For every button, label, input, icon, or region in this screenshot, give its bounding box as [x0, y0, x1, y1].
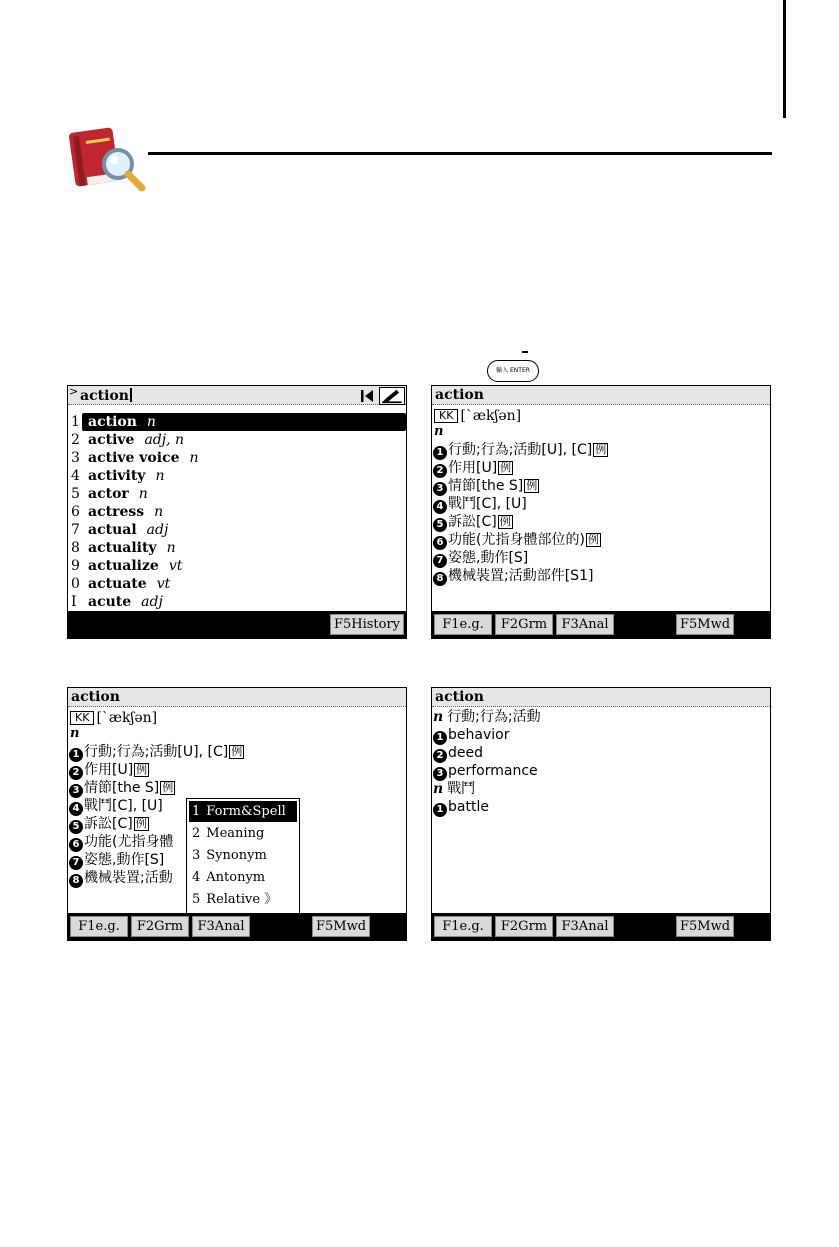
- word-entry: [88, 503, 163, 521]
- synonym-item[interactable]: [432, 762, 771, 780]
- sense-number-icon: 8: [433, 572, 447, 586]
- sense-number-icon: 5: [69, 820, 83, 834]
- item-number: I: [71, 594, 77, 610]
- menu-item-label: Synonym: [206, 848, 267, 863]
- mwd-button[interactable]: F5Mwd: [676, 916, 734, 937]
- sense-text: 戰鬥[C], [U]: [448, 496, 527, 512]
- screen-entry: [431, 385, 771, 639]
- grammar-button[interactable]: F2Grm: [495, 614, 553, 635]
- sense-text: 作用[U]: [448, 460, 498, 476]
- item-number: 9: [71, 558, 80, 574]
- sense-item[interactable]: [432, 477, 771, 495]
- part-of-speech: n: [154, 504, 164, 520]
- item-number: 1: [71, 414, 80, 430]
- sense-text: 訴訟[C]: [84, 816, 133, 832]
- part-of-speech: n: [166, 540, 176, 556]
- part-of-speech: n: [434, 424, 444, 439]
- word-entry: [88, 449, 199, 467]
- text-cursor: [130, 388, 132, 402]
- synonym-word: behavior: [448, 727, 510, 743]
- synonym-word: deed: [448, 745, 483, 761]
- menu-item-5[interactable]: [189, 889, 297, 910]
- sense-item[interactable]: [68, 743, 407, 761]
- menu-item-label: Antonym: [206, 870, 266, 885]
- sense-text: 機械裝置;活動部件[S1]: [448, 568, 594, 584]
- word-list-item[interactable]: [68, 557, 407, 575]
- sense-item[interactable]: [432, 531, 771, 549]
- sense-text: 作用[U]: [84, 762, 134, 778]
- part-of-speech: adj: [146, 522, 169, 538]
- menu-item-number: 1: [192, 804, 201, 819]
- sense-text: 機械裝置;活動: [84, 870, 173, 886]
- menu-item-number: 4: [192, 870, 201, 885]
- function-bar: [432, 611, 771, 638]
- synonym-word: performance: [448, 763, 538, 779]
- mwd-button[interactable]: F5Mwd: [312, 916, 370, 937]
- kk-label[interactable]: KK: [434, 409, 458, 423]
- item-number: 5: [71, 486, 80, 502]
- word-text: actor: [88, 486, 129, 502]
- word-text: active: [88, 432, 135, 448]
- example-button[interactable]: F1e.g.: [434, 916, 492, 937]
- menu-item-number: 2: [192, 826, 201, 841]
- example-icon[interactable]: 例: [499, 515, 511, 528]
- item-number: 7: [71, 522, 80, 538]
- menu-item-label: Meaning: [206, 826, 265, 841]
- sense-item[interactable]: [432, 495, 771, 513]
- word-list-item[interactable]: [68, 449, 407, 467]
- example-icon[interactable]: 例: [500, 461, 512, 474]
- word-entry: [88, 431, 184, 449]
- example-button[interactable]: F1e.g.: [70, 916, 128, 937]
- word-list-item[interactable]: [68, 485, 407, 503]
- sense-number-icon: 2: [433, 464, 447, 478]
- part-of-speech: vt: [168, 558, 183, 574]
- mwd-button[interactable]: F5Mwd: [676, 614, 734, 635]
- word-text: actualize: [88, 558, 159, 574]
- sense-item[interactable]: [432, 513, 771, 531]
- sense-text: 情節[the S]: [84, 780, 160, 796]
- screen-entry-menu: [67, 687, 407, 941]
- example-icon[interactable]: 例: [135, 817, 147, 830]
- sense-text: 戰鬥[C], [U]: [84, 798, 163, 814]
- phonetic: [ˋækʃən]: [96, 710, 158, 726]
- sense-item[interactable]: [432, 549, 771, 567]
- example-icon[interactable]: 例: [587, 533, 599, 546]
- search-bar[interactable]: [68, 386, 406, 405]
- item-number: 3: [71, 450, 80, 466]
- part-of-speech: adj: [141, 594, 163, 610]
- menu-item-1[interactable]: [189, 801, 297, 822]
- menu-item-number: 5: [192, 892, 201, 907]
- word-text: active voice: [88, 450, 180, 466]
- skip-to-first-icon[interactable]: [360, 389, 374, 403]
- sense-number-icon: 1: [433, 446, 447, 460]
- word-entry: [88, 575, 170, 593]
- part-of-speech: n: [433, 709, 444, 725]
- sense-number-icon: 3: [433, 482, 447, 496]
- grammar-button[interactable]: F2Grm: [495, 916, 553, 937]
- sense-number-icon: 2: [433, 749, 447, 763]
- part-of-speech: n: [70, 726, 80, 741]
- word-entry: [88, 539, 176, 557]
- analysis-button[interactable]: F3Anal: [556, 614, 614, 635]
- example-button[interactable]: F1e.g.: [434, 614, 492, 635]
- kk-label[interactable]: KK: [70, 711, 94, 725]
- headword: action: [432, 688, 770, 707]
- sense-text: 行動;行為;活動[U], [C]: [448, 442, 593, 458]
- part-of-speech: vt: [156, 576, 171, 592]
- screen-synonyms: [431, 687, 771, 941]
- word-entry: [88, 521, 168, 539]
- item-number: 2: [71, 432, 80, 448]
- example-icon[interactable]: 例: [526, 479, 538, 492]
- sense-number-icon: 7: [69, 856, 83, 870]
- sense-gloss: 戰鬥: [447, 781, 476, 797]
- sense-item[interactable]: [432, 459, 771, 477]
- word-text: acute: [88, 594, 132, 610]
- dictionary-book-magnifier-icon: [66, 124, 150, 194]
- sense-list: [432, 441, 771, 585]
- word-list-item[interactable]: [68, 521, 407, 539]
- item-number: 8: [71, 540, 80, 556]
- sense-text: 行動;行為;活動[U], [C]: [84, 744, 229, 760]
- synonym-sense-heading: [432, 708, 771, 726]
- item-number: 6: [71, 504, 80, 520]
- word-list-item[interactable]: [68, 431, 407, 449]
- headword: action: [68, 688, 406, 707]
- word-list-item[interactable]: [68, 503, 407, 521]
- handwrite-input-icon[interactable]: [379, 387, 405, 405]
- history-button[interactable]: F5History: [330, 614, 404, 635]
- example-icon[interactable]: 例: [595, 443, 607, 456]
- example-icon[interactable]: 例: [162, 781, 174, 794]
- sense-item[interactable]: [68, 779, 407, 797]
- part-of-speech: n: [146, 414, 156, 430]
- synonym-item[interactable]: [432, 798, 771, 816]
- sense-number-icon: 4: [433, 500, 447, 514]
- word-list: [68, 413, 407, 611]
- sense-number-icon: 1: [433, 803, 447, 817]
- sense-text: 訴訟[C]: [448, 514, 497, 530]
- sense-number-icon: 6: [433, 536, 447, 550]
- sense-text: 情節[the S]: [448, 478, 524, 494]
- analysis-button[interactable]: F3Anal: [192, 916, 250, 937]
- word-text: actuality: [88, 540, 157, 556]
- sense-number-icon: 7: [433, 554, 447, 568]
- phonetic-row: [434, 407, 521, 425]
- headword: action: [432, 386, 770, 405]
- analysis-menu: [186, 798, 300, 914]
- sense-number-icon: 3: [69, 784, 83, 798]
- item-number: 0: [71, 576, 80, 592]
- item-number: 4: [71, 468, 80, 484]
- word-list-item[interactable]: [68, 575, 407, 593]
- page-edge-line: [783, 0, 786, 118]
- part-of-speech: adj, n: [144, 432, 185, 448]
- word-entry: [88, 485, 148, 503]
- menu-item-label: Relative 》: [206, 892, 278, 907]
- part-of-speech: n: [155, 468, 165, 484]
- synonym-item[interactable]: [432, 726, 771, 744]
- menu-item-number: 3: [192, 848, 201, 863]
- phonetic-row: [70, 709, 157, 727]
- sense-number-icon: 1: [69, 748, 83, 762]
- function-bar: [432, 913, 771, 940]
- grammar-button[interactable]: F2Grm: [131, 916, 189, 937]
- enter-key-mark: [522, 351, 528, 353]
- word-text: activity: [88, 468, 146, 484]
- enter-key-icon: 輸入 ENTER: [487, 360, 539, 382]
- function-bar: [68, 611, 407, 638]
- word-text: action: [88, 414, 137, 430]
- word-list-item[interactable]: [68, 539, 407, 557]
- word-text: actress: [88, 504, 145, 520]
- sense-item[interactable]: [68, 761, 407, 779]
- synonym-sense-heading: [432, 780, 771, 798]
- synonym-list: [432, 708, 771, 816]
- sense-text: 功能(尤指身體: [84, 834, 174, 850]
- word-entry: [88, 467, 164, 485]
- sense-number-icon: 4: [69, 802, 83, 816]
- word-text: actuate: [88, 576, 147, 592]
- word-entry: [88, 557, 182, 575]
- phonetic: [ˋækʃən]: [460, 408, 522, 424]
- part-of-speech: n: [433, 781, 444, 797]
- analysis-button[interactable]: F3Anal: [556, 916, 614, 937]
- word-list-item[interactable]: [68, 593, 407, 611]
- word-text: actual: [88, 522, 137, 538]
- sense-text: 姿態,動作[S]: [448, 550, 529, 566]
- menu-item-3[interactable]: [189, 845, 297, 866]
- input-caret-icon: >: [69, 385, 79, 398]
- sense-gloss: 行動;行為;活動: [447, 709, 541, 725]
- sense-number-icon: 6: [69, 838, 83, 852]
- part-of-speech: n: [138, 486, 148, 502]
- sense-item[interactable]: [432, 567, 771, 585]
- sense-item[interactable]: [432, 441, 771, 459]
- sense-number-icon: 1: [433, 731, 447, 745]
- screen-word-list: [67, 385, 407, 639]
- header-rule: [148, 152, 772, 155]
- example-icon[interactable]: 例: [231, 745, 243, 758]
- word-entry: [88, 593, 163, 611]
- synonym-item[interactable]: [432, 744, 771, 762]
- search-input[interactable]: action: [80, 388, 129, 404]
- word-list-item[interactable]: [68, 413, 407, 431]
- menu-item-4[interactable]: [189, 867, 297, 888]
- sense-text: 功能(尤指身體部位的): [448, 532, 585, 548]
- part-of-speech: n: [189, 450, 199, 466]
- word-entry: [88, 413, 156, 431]
- sense-number-icon: 2: [69, 766, 83, 780]
- function-bar: [68, 913, 407, 940]
- menu-item-2[interactable]: [189, 823, 297, 844]
- menu-item-label: Form&Spell: [206, 804, 286, 819]
- example-icon[interactable]: 例: [136, 763, 148, 776]
- sense-text: 姿態,動作[S]: [84, 852, 165, 868]
- sense-number-icon: 5: [433, 518, 447, 532]
- sense-number-icon: 3: [433, 767, 447, 781]
- word-list-item[interactable]: [68, 467, 407, 485]
- sense-number-icon: 8: [69, 874, 83, 888]
- synonym-word: battle: [448, 799, 489, 815]
